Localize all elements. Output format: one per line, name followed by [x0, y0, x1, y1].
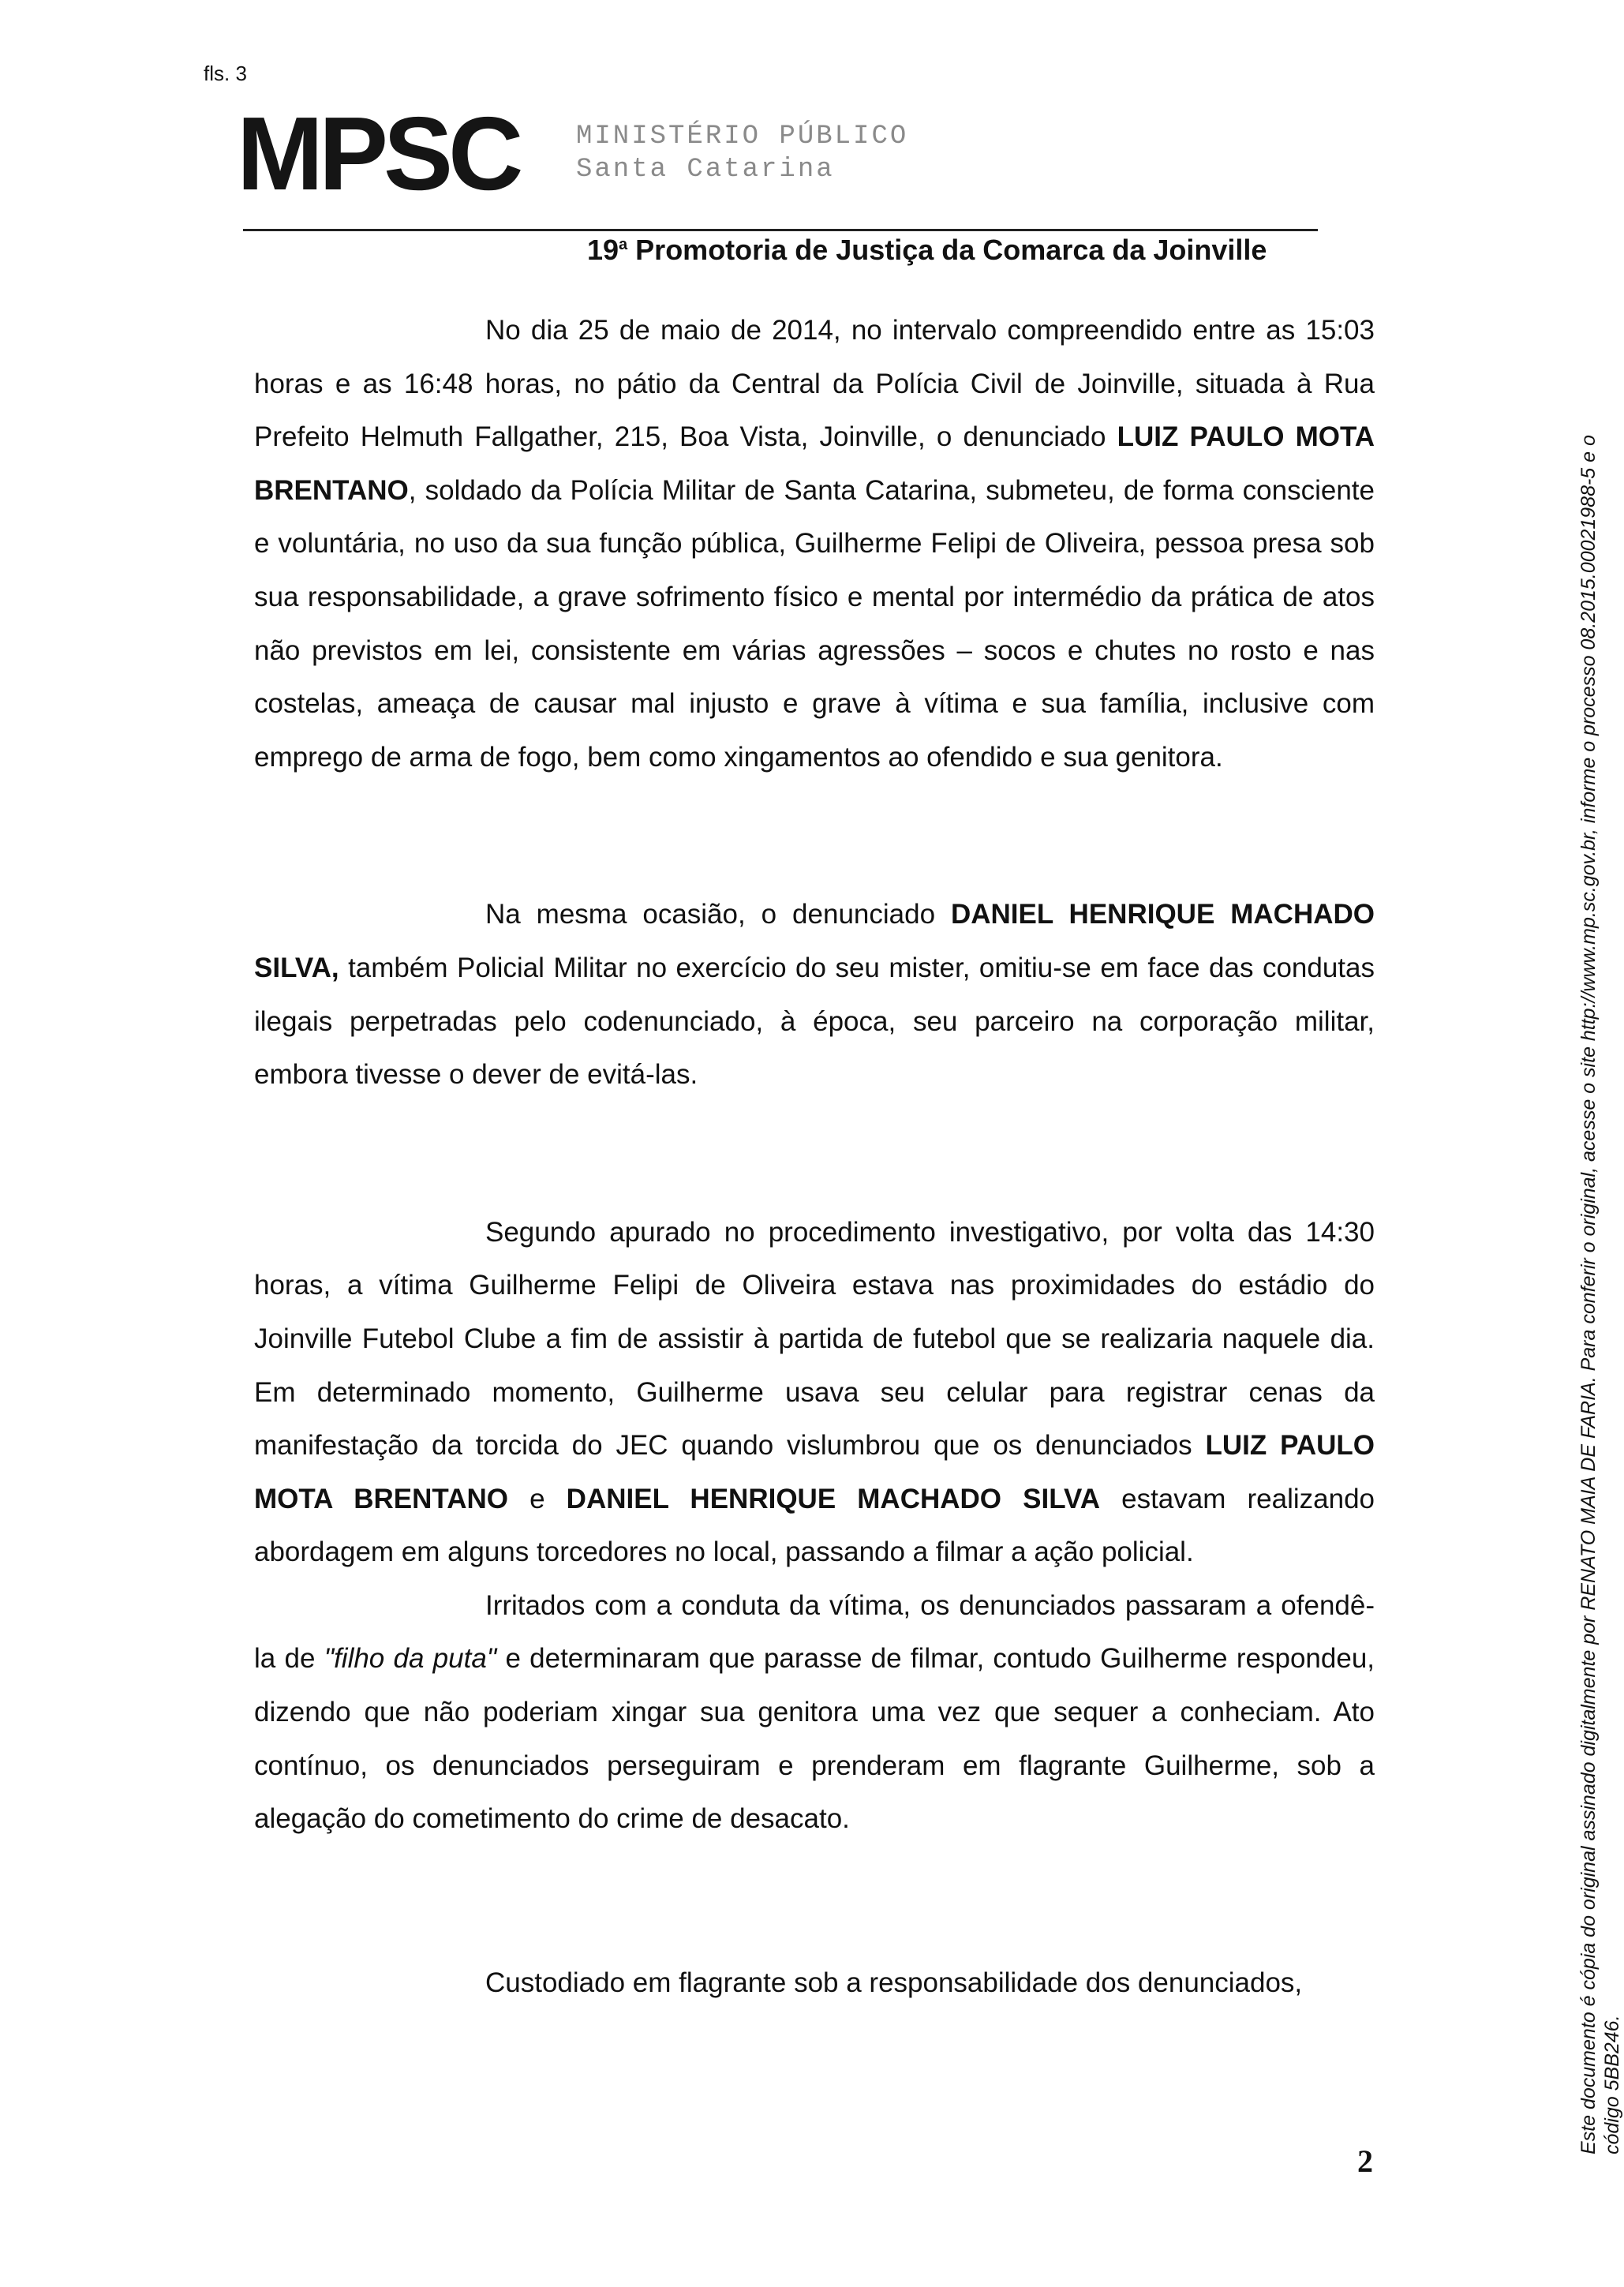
paragraph: [254, 888, 1375, 1101]
text-run: também Policial Militar no exercício do seu mister, omitiu-se em face das condutas ilegais perpetradas pelo codenunciado, à época, seu parceiro na corporação militar, embora tivesse o dever de evitá-las.: [254, 952, 1375, 1091]
logo-mark: MPSC: [237, 95, 519, 211]
text-run: Na mesma ocasião, o denunciado: [485, 899, 951, 930]
header-rule: [243, 229, 1318, 231]
text-run: No dia 25 de maio de 2014, no intervalo compreendido entre as 15:03 horas e as 16:48 horas, no pátio da Central da Polícia Civil de Joinville, situada à Rua Prefeito Helmuth Fallgather, 215, Boa Vista, Joinville, o denunciado: [254, 315, 1375, 453]
text-run: estavam realizando abordagem em alguns torcedores no local, passando a filmar a ação policial.: [254, 1483, 1375, 1568]
document-body: [254, 304, 1375, 2009]
text-run: Custodiado em flagrante sob a responsabilidade dos denunciados,: [485, 1967, 1303, 1998]
header-ordinal: a: [619, 236, 628, 253]
signature-note-line-2: código 5BB246.: [1601, 2015, 1623, 2154]
page-number: 2: [1357, 2143, 1373, 2179]
emphasized-name: DANIEL HENRIQUE MACHADO SILVA,: [254, 899, 1375, 983]
header-text: Promotoria de Justiça da Comarca da Joinville: [627, 234, 1267, 266]
paragraph: [254, 1206, 1375, 1579]
mpsc-logo: [237, 95, 915, 211]
emphasized-name: LUIZ PAULO MOTA BRENTANO: [254, 1430, 1375, 1514]
text-run: e determinaram que parasse de filmar, contudo Guilherme respondeu, dizendo que não poderiam xingar sua genitora uma vez que sequer a conheciam. Ato contínuo, os denunciados perseguiram e prenderam em flagrante Guilherme, sob a alegação do cometimento do crime de desacato.: [254, 1643, 1375, 1835]
emphasized-name: LUIZ PAULO MOTA BRENTANO: [254, 421, 1375, 506]
text-run: , soldado da Polícia Militar de Santa Catarina, submeteu, de forma consciente e voluntária, no uso da sua função pública, Guilherme Felipi de Oliveira, pessoa presa sob sua responsabilidade, a grave sofrimento físico e mental por intermédio da prática de atos não previstos em lei, consistente em várias agressões – socos e chutes no rosto e nas costelas, ameaça de causar mal injusto e grave à vítima e sua família, inclusive com emprego de arma de fogo, bem como xingamentos ao ofendido e sua genitora.: [254, 474, 1375, 773]
paragraph: [254, 1956, 1375, 2010]
text-run: Segundo apurado no procedimento investigativo, por volta das 14:30 horas, a vítima Guilherme Felipi de Oliveira estava nas proximidades do estádio do Joinville Futebol Clube a fim de assistir à partida de futebol que se realizaria naquele dia. Em determinado momento, Guilherme usava seu celular para registrar cenas da manifestação da torcida do JEC quando vislumbrou que os denunciados: [254, 1216, 1375, 1462]
logo-text: [576, 120, 908, 186]
signature-note-line-1: Este documento é cópia do original assinado digitalmente por RENATO MAIA DE FARIA. Para conferir o original, acesse o site http://www.mp.sc.gov.br, informe o processo 08.2015.00021988-5 e o: [1577, 435, 1600, 2154]
logo-line-2: Santa Catarina: [576, 155, 835, 185]
quoted-text: "filho da puta": [324, 1643, 497, 1675]
sheet-label: fls. 3: [204, 62, 247, 85]
office-header: [587, 234, 1267, 267]
paragraph: [254, 304, 1375, 784]
header-number: 19: [587, 234, 619, 266]
emphasized-name: DANIEL HENRIQUE MACHADO SILVA: [566, 1483, 1101, 1514]
digital-signature-note: [1577, 260, 1624, 2154]
text-run: e: [507, 1483, 567, 1514]
text-run: Irritados com a conduta da vítima, os denunciados passaram a ofendê-la de: [254, 1589, 1375, 1675]
paragraph: [254, 1579, 1375, 1846]
logo-line-1: MINISTÉRIO PÚBLICO: [576, 122, 909, 152]
